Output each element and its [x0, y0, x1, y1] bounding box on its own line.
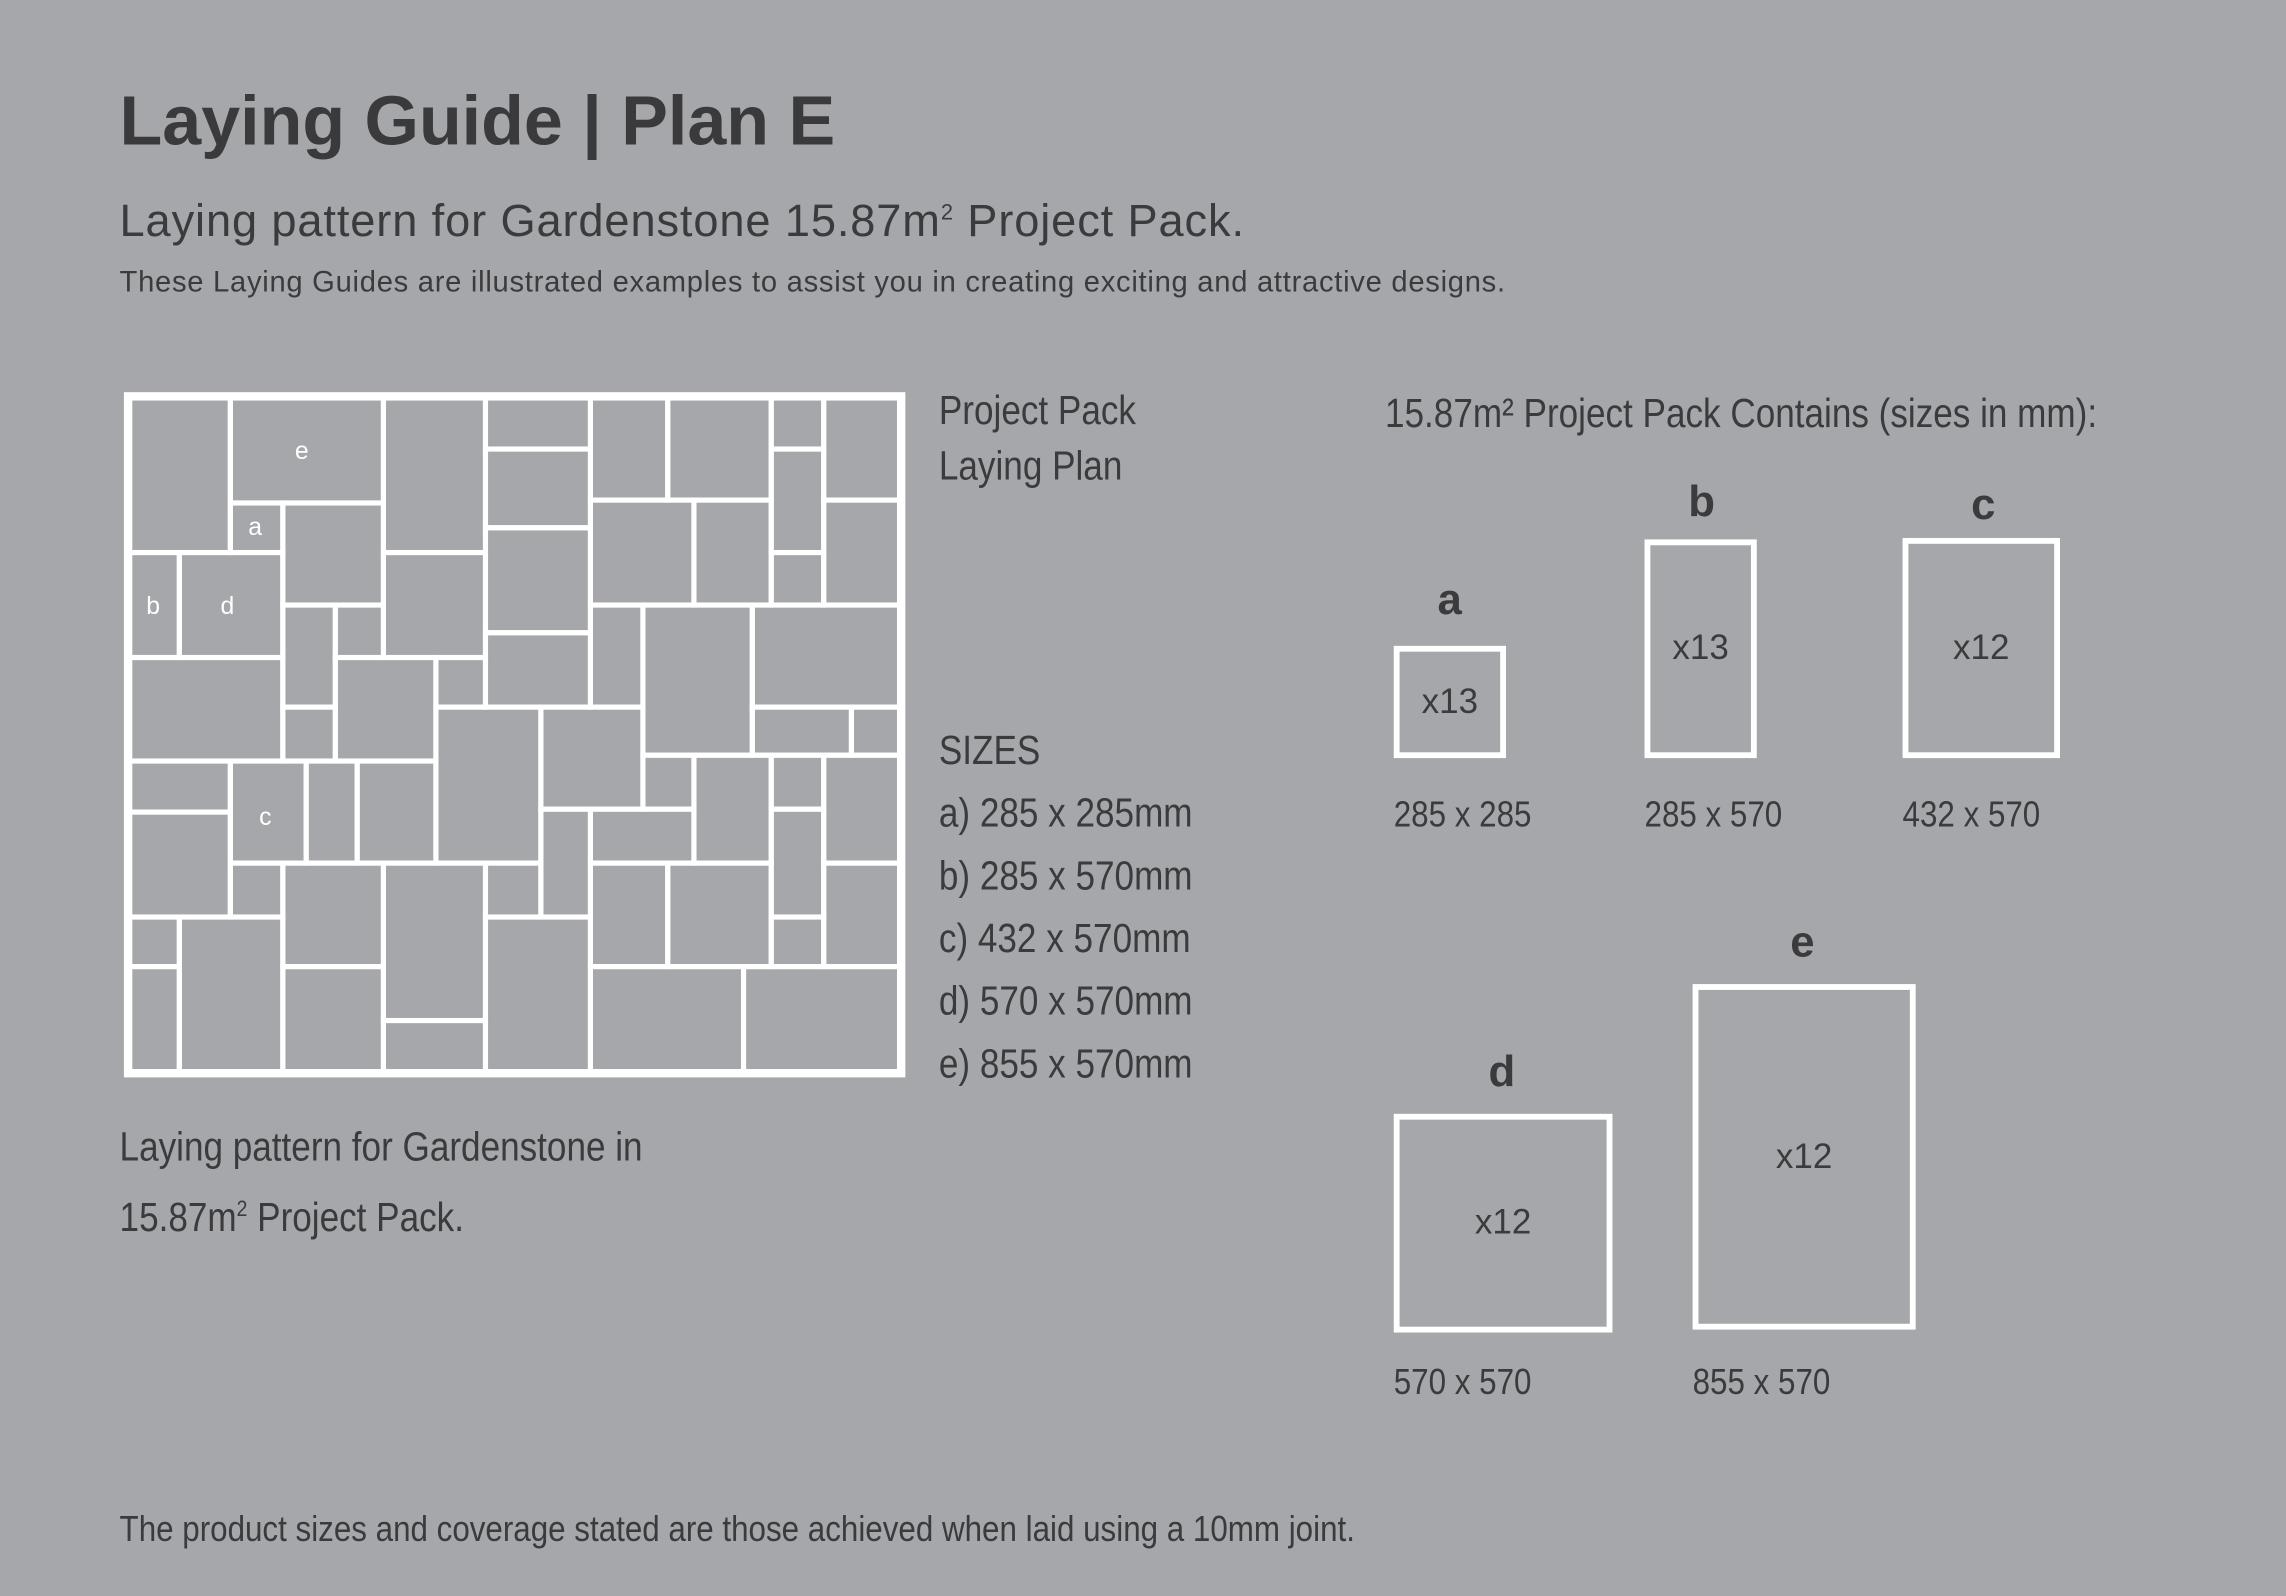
plan-paving-stone	[643, 755, 694, 809]
plan-paving-stone	[590, 500, 694, 605]
plan-paving-stone	[771, 449, 823, 553]
plan-paving-stone	[771, 809, 823, 917]
plan-paving-stone	[485, 449, 590, 528]
size-item: d) 570 x 570mm	[938, 978, 1193, 1024]
plan-paving-stone	[230, 863, 282, 917]
plan-paving-stone	[130, 398, 231, 553]
plan-paving-stone	[130, 761, 231, 812]
plan-paving-stone	[744, 967, 900, 1072]
plan-paving-stone	[824, 755, 900, 863]
plan-paving-stone	[179, 917, 283, 1072]
tile-c-letter: c	[1971, 481, 1996, 530]
plan-paving-stone	[130, 917, 180, 967]
plan-paving-stone	[851, 707, 899, 755]
plan-paving-stone	[383, 863, 485, 1020]
subtitle-superscript: 2	[940, 200, 954, 226]
plan-paving-stone	[283, 503, 384, 605]
tile-a-letter: a	[1437, 575, 1462, 624]
plan-paving-stone	[283, 967, 384, 1072]
plan-paving-stone	[590, 605, 642, 707]
tile-d-shape	[1394, 1114, 1613, 1333]
tile-a-shape	[1394, 646, 1506, 758]
plan-paving-stone	[824, 398, 900, 500]
tile-e-count: x12	[1775, 1136, 1833, 1176]
tile-a-size: 285 x 285	[1393, 794, 1532, 836]
tile-c-count: x12	[1953, 627, 2010, 667]
plan-paving-stone	[824, 863, 900, 967]
caption-superscript: 2	[236, 1196, 248, 1222]
tile-b-count: x13	[1672, 628, 1729, 668]
sizes-list	[939, 719, 1234, 1095]
tile-e-letter: e	[1790, 918, 1815, 967]
plan-paving-stone	[485, 917, 590, 1072]
subtitle-text: Laying pattern for Gardenstone 15.87m	[119, 195, 941, 247]
plan-stone-label: e	[294, 438, 309, 466]
plan-paving-stone	[824, 500, 900, 605]
plan-paving-stone	[436, 658, 486, 708]
caption-text-end: Project Pack.	[247, 1194, 464, 1240]
plan-paving-stone	[668, 863, 772, 967]
plan-paving-stone	[436, 707, 541, 863]
tile-d-letter: d	[1488, 1048, 1516, 1097]
plan-paving-stone	[485, 633, 590, 707]
plan-paving-stone	[130, 967, 180, 1072]
plan-paving-stone	[643, 605, 752, 755]
plan-paving-stone	[335, 605, 383, 657]
plan-paving-stone	[357, 761, 436, 863]
plan-paving-stone	[130, 812, 231, 917]
plan-paving-stone	[383, 553, 485, 658]
plan-paving-stone	[771, 917, 823, 967]
plan-paving-stone	[668, 398, 772, 500]
plan-paving-stone	[335, 658, 436, 762]
plan-paving-stone	[541, 809, 591, 917]
plan-paving-stone	[771, 755, 823, 809]
tile-d-count: x12	[1474, 1202, 1532, 1243]
plan-paving-stone	[541, 707, 643, 809]
caption-text: 15.87m	[119, 1194, 237, 1240]
plan-paving-stone	[590, 398, 667, 500]
plan-caption	[120, 1115, 728, 1248]
plan-paving-stone	[485, 863, 540, 917]
plan-paving-stone	[771, 398, 823, 449]
plan-stone-label: d	[220, 592, 235, 620]
caption-line1: Laying pattern for Gardenstone in	[119, 1124, 643, 1170]
tile-b-size: 285 x 570	[1644, 794, 1783, 836]
plan-stone-label: b	[146, 592, 160, 620]
subtitle-text-end: Project Pack.	[953, 195, 1245, 247]
plan-frame	[127, 395, 903, 1074]
plan-paving-stone	[752, 707, 851, 755]
footer-note: The product sizes and coverage stated are those achieved when laid using a 10mm joint.	[119, 1508, 1355, 1550]
plan-paving-stone	[694, 755, 771, 863]
tile-b-letter: b	[1688, 478, 1715, 527]
plan-paving-stone	[771, 553, 823, 605]
plan-heading-line2: Laying Plan	[938, 443, 1123, 489]
pack-heading: 15.87m² Project Pack Contains (sizes in mm):	[1385, 390, 2098, 436]
plan-paving-stone	[383, 398, 485, 553]
tile-c-shape	[1903, 538, 2060, 758]
tile-c-size: 432 x 570	[1902, 794, 2041, 836]
plan-paving-stone	[590, 809, 694, 863]
plan-paving-stone	[383, 1021, 485, 1072]
plan-paving-stone	[283, 863, 384, 967]
tile-e-size: 855 x 570	[1692, 1361, 1831, 1403]
plan-stone-label: c	[259, 804, 272, 832]
plan-paving-stone	[590, 863, 667, 967]
plan-paving-stone	[485, 398, 590, 449]
intro-text: These Laying Guides are illustrated examples to assist you in creating exciting and attractive designs.	[119, 266, 1506, 299]
plan-paving-stone	[283, 605, 335, 707]
tile-a-count: x13	[1421, 681, 1479, 721]
plan-stone-label: a	[248, 514, 263, 542]
plan-heading	[939, 388, 1168, 499]
plan-paving-stone	[130, 658, 283, 762]
plan-paving-stone	[694, 500, 771, 605]
plan-paving-stone	[752, 605, 899, 707]
size-item: a) 285 x 285mm	[938, 790, 1193, 836]
size-item: c) 432 x 570mm	[938, 915, 1191, 961]
page-title: Laying Guide | Plan E	[119, 83, 836, 161]
plan-heading-line1: Project Pack	[938, 387, 1136, 433]
plan-paving-stone	[590, 967, 743, 1072]
size-item: b) 285 x 570mm	[938, 852, 1193, 899]
plan-paving-stone	[283, 707, 335, 761]
sizes-heading: SIZES	[938, 727, 1041, 773]
caption-line2	[120, 1178, 643, 1248]
plan-paving-stone	[485, 528, 590, 633]
tile-e-shape	[1693, 984, 1916, 1330]
size-item: e) 855 x 570mm	[938, 1040, 1193, 1087]
tile-b-shape	[1645, 539, 1757, 758]
plan-paving-stone	[306, 761, 357, 863]
tile-d-size: 570 x 570	[1393, 1361, 1532, 1403]
